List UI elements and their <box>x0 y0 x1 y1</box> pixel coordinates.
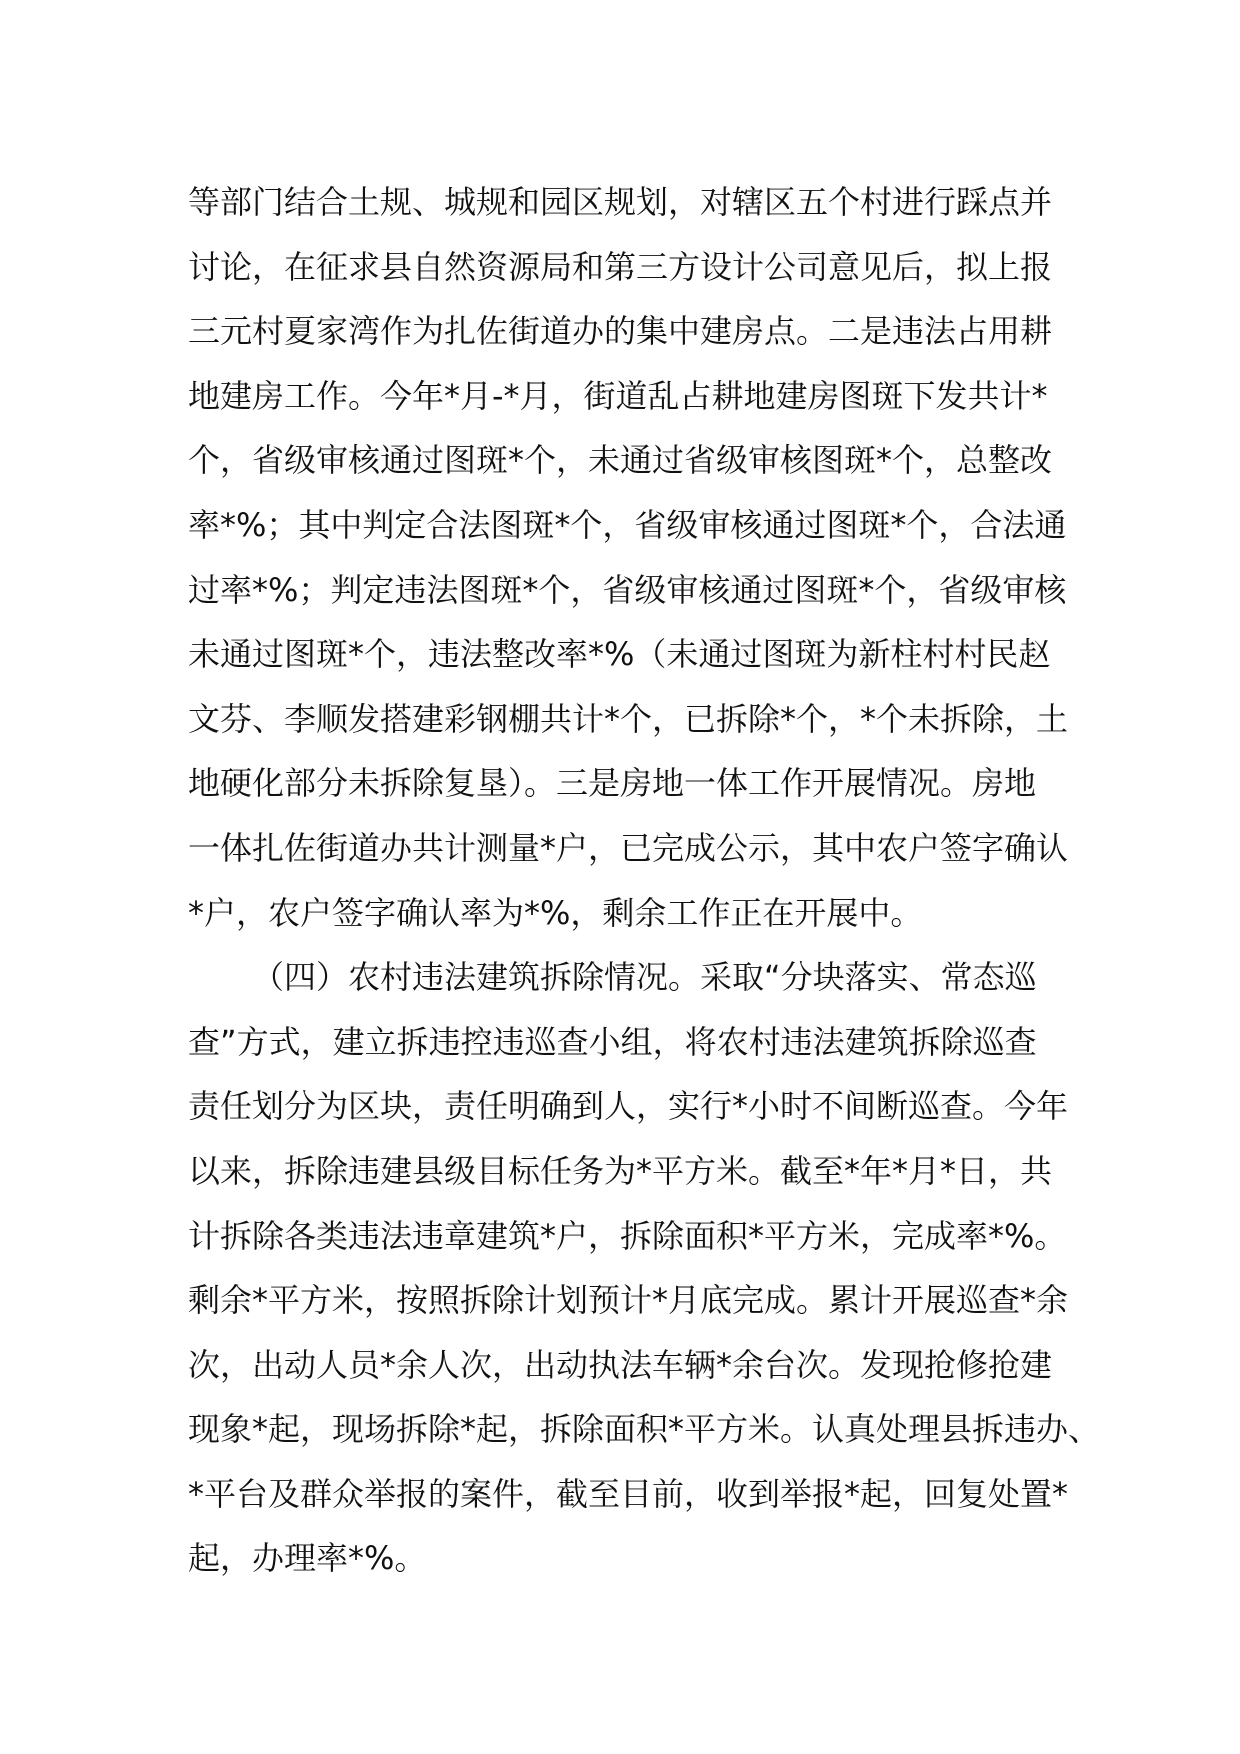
text-line: 过率*%；判定违法图斑*个，省级审核通过图斑*个，省级审核 <box>188 570 1067 609</box>
text-line: *户，农户签字确认率为*%，剩余工作正在开展中。 <box>188 893 923 932</box>
text-line: *平台及群众举报的案件，截至目前，收到举报*起，回复处置* <box>188 1474 1069 1513</box>
text-line: 地建房工作。今年*月-*月，街道乱占耕地建房图斑下发共计* <box>188 376 1048 415</box>
text-line: 剩余*平方米，按照拆除计划预计*月底完成。累计开展巡查*余 <box>188 1281 1069 1320</box>
text-line: 个，省级审核通过图斑*个，未通过省级审核图斑*个，总整改 <box>188 441 1053 480</box>
text-line: 计拆除各类违法违章建筑*户，拆除面积*平方米，完成率*%。 <box>188 1216 1067 1255</box>
text-line: 现象*起，现场拆除*起，拆除面积*平方米。认真处理县拆违办、 <box>188 1410 1101 1449</box>
text-line: 率*%；其中判定合法图斑*个，省级审核通过图斑*个，合法通 <box>188 505 1067 544</box>
text-line: 查”方式，建立拆违控违巡查小组，将农村违法建筑拆除巡查 <box>188 1022 1037 1061</box>
section-heading-line: （四）农村违法建筑拆除情况。采取“分块落实、常态巡 <box>252 958 1037 997</box>
text-line: 地硬化部分未拆除复垦）。三是房地一体工作开展情况。房地 <box>188 764 1037 803</box>
text-line: 责任划分为区块，责任明确到人，实行*小时不间断巡查。今年 <box>188 1087 1069 1126</box>
body-text <box>188 170 1101 1591</box>
text-line: 未通过图斑*个，违法整改率*%（未通过图斑为新柱村村民赵 <box>188 635 1051 674</box>
text-line: 讨论，在征求县自然资源局和第三方设计公司意见后，拟上报 <box>188 247 1053 286</box>
text-line: 起，办理率*%。 <box>188 1539 427 1578</box>
text-line: 等部门结合土规、城规和园区规划，对辖区五个村进行踩点并 <box>188 183 1053 221</box>
text-line: 文芬、李顺发搭建彩钢棚共计*个，已拆除*个，*个未拆除，土 <box>188 699 1069 738</box>
text-line: 三元村夏家湾作为扎佐街道办的集中建房点。二是违法占用耕 <box>188 312 1053 351</box>
text-line: 一体扎佐街道办共计测量*户，已完成公示，其中农户签字确认 <box>188 828 1069 867</box>
text-line: 以来，拆除违建县级目标任务为*平方米。截至*年*月*日，共 <box>188 1151 1053 1190</box>
text-line: 次，出动人员*余人次，出动执法车辆*余台次。发现抢修抢建 <box>188 1345 1053 1384</box>
